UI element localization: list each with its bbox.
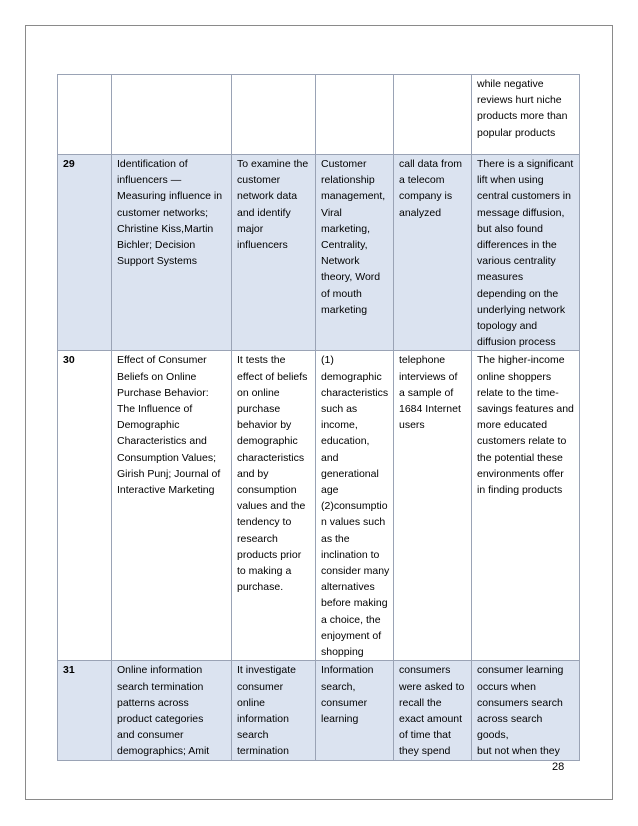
objective-cell <box>232 75 316 155</box>
objective-cell: It investigate consumer online information search termination <box>232 661 316 761</box>
variables-cell <box>316 75 394 155</box>
literature-review-table <box>57 74 580 761</box>
objective-cell: It tests the effect of beliefs on online purchase behavior by demographic characteristics and by consumption values and the tendency to research products prior to making a purchase. <box>232 351 316 661</box>
serial-number-cell <box>58 75 112 155</box>
variables-cell: Customer relationship management, Viral marketing, Centrality, Network theory, Word of mouth marketing <box>316 155 394 351</box>
methodology-cell <box>394 75 472 155</box>
title-author-cell: Effect of Consumer Beliefs on Online Purchase Behavior: The Influence of Demographic Characteristics and Consumption Values; Girish Punj; Journal of Interactive Marketing <box>112 351 232 661</box>
findings-cell: The higher-income online shoppers relate to the time- savings features and more educated customers relate to the potential these environments offer in finding products <box>472 351 580 661</box>
methodology-cell: telephone interviews of a sample of 1684 Internet users <box>394 351 472 661</box>
objective-cell: To examine the customer network data and identify major influencers <box>232 155 316 351</box>
title-author-cell <box>112 75 232 155</box>
table-row <box>58 661 580 761</box>
methodology-cell: call data from a telecom company is analyzed <box>394 155 472 351</box>
variables-cell: Information search, consumer learning <box>316 661 394 761</box>
table-row <box>58 351 580 661</box>
table-row <box>58 75 580 155</box>
variables-cell: (1) demographic characteristics such as income, education, and generational age (2)consumptio n values such as the inclination to consider many alternatives before making a choice, the enjoyment of shopping <box>316 351 394 661</box>
serial-number-cell: 31 <box>58 661 112 761</box>
page-number: 28 <box>552 761 565 773</box>
methodology-cell: consumers were asked to recall the exact amount of time that they spend <box>394 661 472 761</box>
findings-cell: while negative reviews hurt niche products more than popular products <box>472 75 580 155</box>
serial-number-cell: 29 <box>58 155 112 351</box>
findings-cell: consumer learning occurs when consumers search across search goods, but not when they <box>472 661 580 761</box>
title-author-cell: Online information search termination patterns across product categories and consumer demographics; Amit <box>112 661 232 761</box>
serial-number-cell: 30 <box>58 351 112 661</box>
table-row <box>58 155 580 351</box>
document-page <box>25 25 613 800</box>
findings-cell: There is a significant lift when using central customers in message diffusion, but also found differences in the various centrality measures depending on the underlying network topology and diffusion process <box>472 155 580 351</box>
title-author-cell: Identification of influencers — Measuring influence in customer networks; Christine Kiss,Martin Bichler; Decision Support Systems <box>112 155 232 351</box>
